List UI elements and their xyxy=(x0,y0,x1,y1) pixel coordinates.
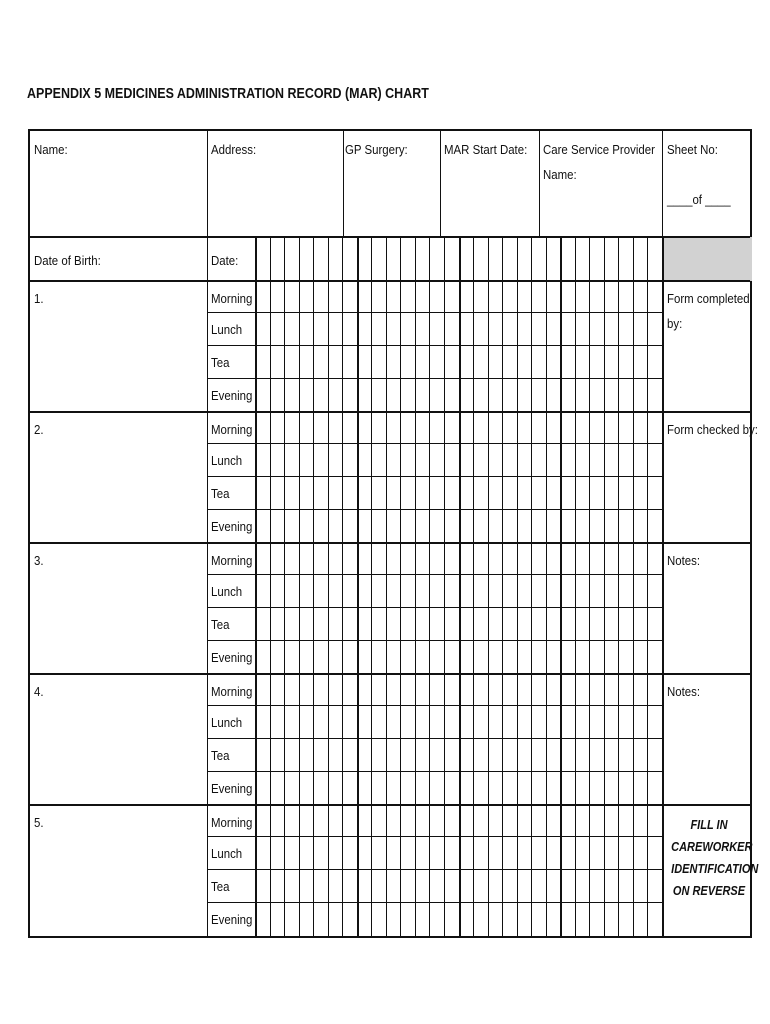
gp-surgery-label: GP Surgery: xyxy=(345,142,408,157)
time-label-evening: Evening xyxy=(211,519,253,534)
grid-line xyxy=(604,236,605,936)
time-label-morning: Morning xyxy=(211,815,253,830)
grid-line xyxy=(30,280,750,282)
sheet-of-field: ____of ____ xyxy=(667,192,731,207)
grid-line xyxy=(618,236,619,936)
grid-line xyxy=(284,236,285,936)
time-label-lunch: Lunch xyxy=(211,846,243,861)
grid-line xyxy=(207,509,662,510)
grid-line xyxy=(517,236,518,936)
grid-line xyxy=(415,236,416,936)
time-label-evening: Evening xyxy=(211,912,253,927)
reverse-note-line: FILL IN xyxy=(690,818,728,832)
grid-line xyxy=(328,236,329,936)
grid-line xyxy=(371,236,372,936)
grid-line xyxy=(313,236,314,936)
grid-line xyxy=(357,236,359,936)
date-of-birth-label: Date of Birth: xyxy=(34,253,101,268)
grid-line xyxy=(30,542,750,544)
grid-line xyxy=(207,869,662,870)
grid-line xyxy=(299,236,300,936)
medicine-number: 1. xyxy=(34,291,44,306)
time-label-morning: Morning xyxy=(211,553,253,568)
grid-line xyxy=(207,378,662,379)
reverse-note-line: IDENTIFICATION xyxy=(671,862,759,876)
grid-line xyxy=(255,236,257,936)
reverse-note-line: ON REVERSE xyxy=(672,884,746,898)
grid-line xyxy=(444,236,445,936)
grid-line xyxy=(207,345,662,346)
grid-line xyxy=(502,236,503,936)
page-title: APPENDIX 5 MEDICINES ADMINISTRATION RECORD (MAR) CHART xyxy=(27,86,429,102)
grid-line xyxy=(633,236,634,936)
form-completed-by-label: by: xyxy=(667,316,683,331)
grid-line xyxy=(207,902,662,903)
grid-line xyxy=(589,236,590,936)
grid-line xyxy=(207,312,662,313)
mar-start-date-label: MAR Start Date: xyxy=(444,142,528,157)
grid-line xyxy=(662,236,664,936)
time-label-lunch: Lunch xyxy=(211,584,243,599)
grid-line xyxy=(207,131,208,236)
grid-line xyxy=(207,771,662,772)
medicine-number: 2. xyxy=(34,422,44,437)
sheet-no-label: Sheet No: xyxy=(667,142,718,157)
time-label-morning: Morning xyxy=(211,422,253,437)
grid-line xyxy=(440,131,441,236)
grid-line xyxy=(207,705,662,706)
grid-line xyxy=(539,131,540,236)
grid-line xyxy=(207,640,662,641)
grid-line xyxy=(560,236,562,936)
grid-line xyxy=(207,476,662,477)
grid-line xyxy=(207,607,662,608)
grid-line xyxy=(473,236,474,936)
careworker-identification-note xyxy=(671,814,759,902)
reverse-note-line: CAREWORKER xyxy=(671,840,753,854)
grid-line xyxy=(207,836,662,837)
grid-line xyxy=(647,236,648,936)
shaded-cell xyxy=(663,237,752,281)
time-label-evening: Evening xyxy=(211,650,253,665)
time-label-tea: Tea xyxy=(211,617,230,632)
time-label-lunch: Lunch xyxy=(211,715,243,730)
grid-line xyxy=(207,574,662,575)
grid-line xyxy=(30,411,750,413)
time-label-lunch: Lunch xyxy=(211,322,243,337)
time-label-morning: Morning xyxy=(211,291,253,306)
time-label-tea: Tea xyxy=(211,355,230,370)
grid-line xyxy=(30,673,750,675)
grid-line xyxy=(386,236,387,936)
grid-line xyxy=(30,804,750,806)
mar-chart-table xyxy=(28,129,759,938)
form-completed-label: Form completed xyxy=(667,291,750,306)
medicine-number: 5. xyxy=(34,815,44,830)
care-provider-name-label: Name: xyxy=(543,167,577,182)
grid-line xyxy=(546,236,547,936)
grid-line xyxy=(343,131,344,236)
time-label-morning: Morning xyxy=(211,684,253,699)
time-label-tea: Tea xyxy=(211,486,230,501)
grid-line xyxy=(207,236,208,936)
notes-label-2: Notes: xyxy=(667,684,701,699)
time-label-evening: Evening xyxy=(211,781,253,796)
grid-line xyxy=(459,236,461,936)
grid-line xyxy=(342,236,343,936)
grid-line xyxy=(662,131,663,236)
time-label-tea: Tea xyxy=(211,879,230,894)
grid-line xyxy=(30,236,750,238)
grid-line xyxy=(488,236,489,936)
time-label-lunch: Lunch xyxy=(211,453,243,468)
care-provider-label: Care Service Provider xyxy=(543,142,655,157)
form-checked-label: Form checked by: xyxy=(667,422,758,437)
grid-line xyxy=(531,236,532,936)
grid-line xyxy=(429,236,430,936)
date-label: Date: xyxy=(211,253,239,268)
grid-line xyxy=(400,236,401,936)
medicine-number: 4. xyxy=(34,684,44,699)
address-label: Address: xyxy=(211,142,257,157)
time-label-evening: Evening xyxy=(211,388,253,403)
name-label: Name: xyxy=(34,142,68,157)
grid-line xyxy=(270,236,271,936)
grid-line xyxy=(207,738,662,739)
medicine-number: 3. xyxy=(34,553,44,568)
grid-line xyxy=(207,443,662,444)
grid-line xyxy=(575,236,576,936)
notes-label-1: Notes: xyxy=(667,553,701,568)
time-label-tea: Tea xyxy=(211,748,230,763)
